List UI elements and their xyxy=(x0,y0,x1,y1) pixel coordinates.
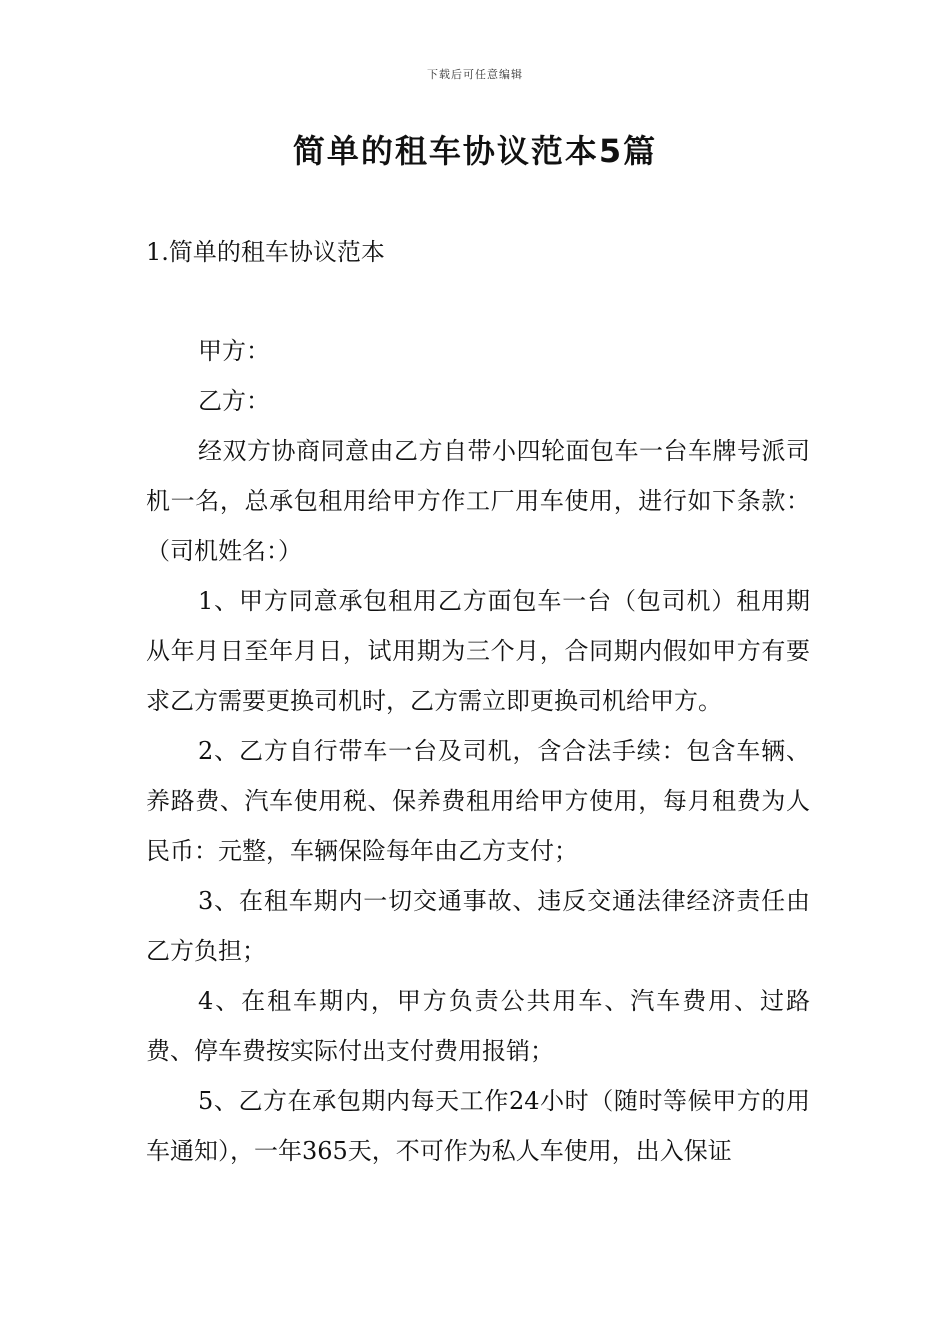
clause-4: 4、在租车期内，甲方负责公共用车、汽车费用、过路费、停车费按实际付出支付费用报销； xyxy=(146,987,810,1065)
party-b-line: 乙方： xyxy=(198,387,270,415)
document-body xyxy=(146,326,810,1176)
clause-3: 3、在租车期内一切交通事故、违反交通法律经济责任由乙方负担； xyxy=(146,887,810,965)
header-note: 下载后可任意编辑 xyxy=(427,68,523,81)
clause-1: 1、甲方同意承包租用乙方面包车一台（包司机）租用期从年月日至年月日，试用期为三个月，合同期内假如甲方有要求乙方需要更换司机时，乙方需立即更换司机给甲方。 xyxy=(146,587,810,715)
clause-5: 5、乙方在承包期内每天工作24小时（随时等候甲方的用车通知），一年365天，不可作为私人车使用，出入保证 xyxy=(146,1087,810,1165)
intro-paragraph: 经双方协商同意由乙方自带小四轮面包车一台车牌号派司机一名，总承包租用给甲方作工厂用车使用，进行如下条款：（司机姓名：） xyxy=(146,437,810,565)
section-heading: 1.简单的租车协议范本 xyxy=(146,238,385,266)
party-a-line: 甲方： xyxy=(198,337,270,365)
clause-2: 2、乙方自行带车一台及司机，含合法手续：包含车辆、养路费、汽车使用税、保养费租用给甲方使用，每月租费为人民币：元整，车辆保险每年由乙方支付； xyxy=(146,737,810,865)
document-title: 简单的租车协议范本5篇 xyxy=(292,132,658,170)
